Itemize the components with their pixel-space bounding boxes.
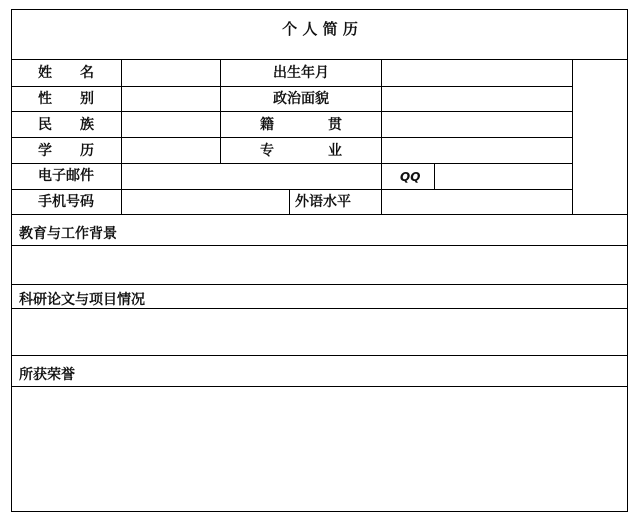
name-input[interactable] <box>122 60 220 86</box>
label-birth: 出生年月 <box>273 65 329 81</box>
label-native-place: 籍 贯 <box>260 117 342 133</box>
divider <box>11 355 628 356</box>
ethnicity-input[interactable] <box>122 112 220 137</box>
label-ethnicity: 民 族 <box>38 117 94 133</box>
label-major: 专 业 <box>260 143 342 159</box>
divider <box>289 189 290 214</box>
qq-input[interactable] <box>435 164 572 189</box>
major-input[interactable] <box>382 138 572 163</box>
photo-box[interactable] <box>573 60 627 214</box>
honors-area[interactable] <box>12 387 627 511</box>
label-phone: 手机号码 <box>38 194 94 210</box>
label-gender: 性 别 <box>38 91 94 107</box>
phone-input[interactable] <box>122 190 289 214</box>
divider <box>11 284 628 285</box>
label-email: 电子邮件 <box>38 168 94 184</box>
education-work-area[interactable] <box>12 246 627 284</box>
page-title: 个 人 简 历 <box>282 20 358 38</box>
divider <box>220 59 221 163</box>
label-political: 政治面貌 <box>273 91 329 107</box>
political-input[interactable] <box>382 87 572 111</box>
native-place-input[interactable] <box>382 112 572 137</box>
language-input[interactable] <box>382 190 572 214</box>
label-language: 外语水平 <box>295 194 351 210</box>
label-qq: QQ <box>400 170 421 184</box>
section-research: 科研论文与项目情况 <box>19 292 145 308</box>
birth-input[interactable] <box>382 60 572 86</box>
section-honors: 所获荣誉 <box>19 367 75 383</box>
education-input[interactable] <box>122 138 220 163</box>
gender-input[interactable] <box>122 87 220 111</box>
email-input[interactable] <box>122 164 381 189</box>
research-area[interactable] <box>12 309 627 355</box>
divider <box>11 214 628 215</box>
label-name: 姓 名 <box>38 65 94 81</box>
section-education-work: 教育与工作背景 <box>19 226 117 242</box>
label-education: 学 历 <box>38 143 94 159</box>
